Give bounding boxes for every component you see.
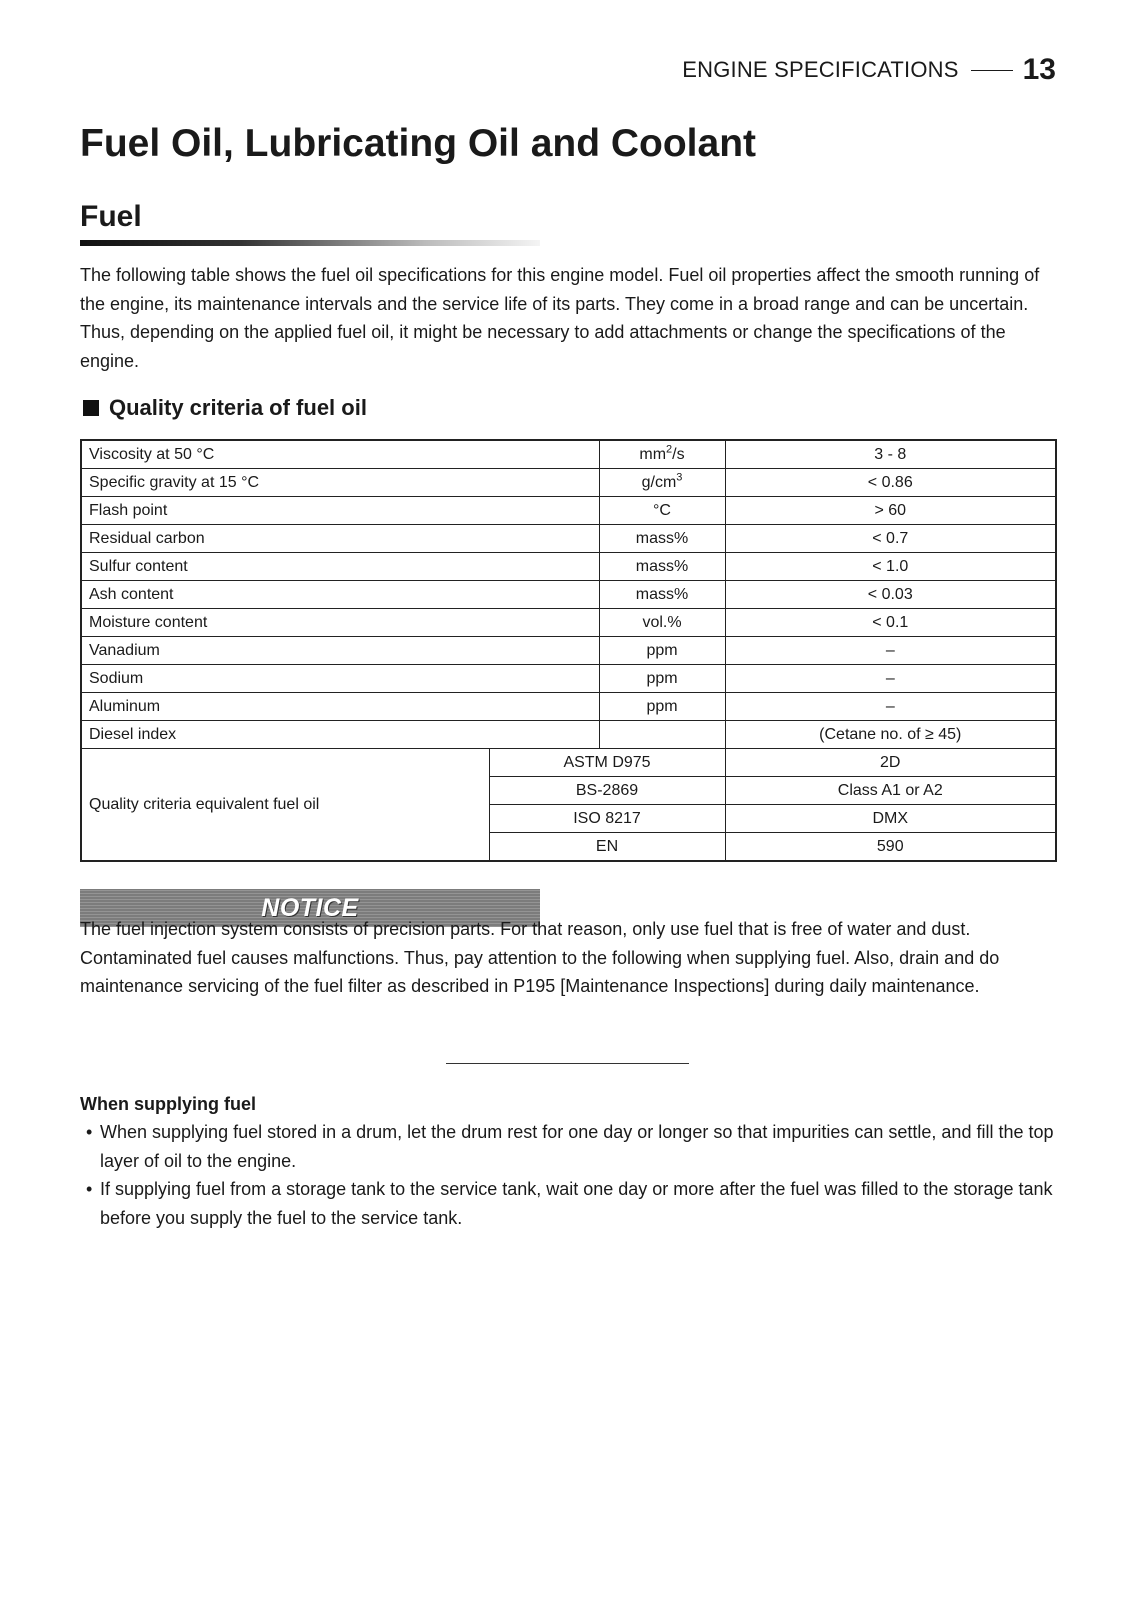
value-cell: – xyxy=(725,693,1056,721)
value-cell: 2D xyxy=(725,749,1056,777)
unit-cell: vol.% xyxy=(599,609,725,637)
notice-paragraph: The fuel injection system consists of precision parts. For that reason, only use fuel that is free of water and dust. Contaminated fuel causes malfunctions. Thus, pay attention to the following when supplying fuel. Also, drain and do maintenance servicing of the fuel filter as described in P195 [Maintenance Inspections] during daily maintenance. xyxy=(80,919,1000,996)
bullet-glyph: • xyxy=(86,1122,93,1142)
section-underline xyxy=(80,240,540,246)
property-cell: Moisture content xyxy=(81,609,599,637)
unit-cell: ppm xyxy=(599,665,725,693)
table-row xyxy=(81,665,1056,693)
list-item xyxy=(80,1118,1055,1175)
unit-cell: mass% xyxy=(599,525,725,553)
standard-cell: ISO 8217 xyxy=(489,805,725,833)
header-section-title: ENGINE SPECIFICATIONS xyxy=(682,57,959,82)
table-row xyxy=(81,525,1056,553)
unit-cell: ppm xyxy=(599,693,725,721)
page-number: 13 xyxy=(1022,53,1056,86)
unit-cell: mass% xyxy=(599,581,725,609)
property-cell: Ash content xyxy=(81,581,599,609)
equivalent-label-cell: Quality criteria equivalent fuel oil xyxy=(81,749,489,862)
list-item xyxy=(80,1175,1055,1232)
property-cell: Vanadium xyxy=(81,637,599,665)
standard-cell: ASTM D975 xyxy=(489,749,725,777)
property-cell: Sodium xyxy=(81,665,599,693)
standard-cell: BS-2869 xyxy=(489,777,725,805)
unit-cell xyxy=(599,721,725,749)
unit-cell: °C xyxy=(599,497,725,525)
subsection-title-text: Quality criteria of fuel oil xyxy=(109,395,367,420)
subsection-title-quality xyxy=(80,393,367,423)
intro-paragraph: The following table shows the fuel oil specifications for this engine model. Fuel oil properties affect the smooth running of the engine, its maintenance intervals and the service life of its parts. They come in a broad range and can be uncertain. Thus, depending on the applied fuel oil, it might be necessary to add attachments or change the specifications of the engine. xyxy=(80,265,1040,371)
unit-cell: $g/cm^3$ xyxy=(599,469,725,497)
list-item-text: When supplying fuel stored in a drum, let the drum rest for one day or longer so that impurities can settle, and fill the top layer of oil to the engine. xyxy=(100,1122,1054,1171)
supplying-heading: When supplying fuel xyxy=(80,1094,256,1114)
table-row xyxy=(81,749,1056,777)
property-cell: Sulfur content xyxy=(81,553,599,581)
value-cell: – xyxy=(725,637,1056,665)
property-cell: Viscosity at 50 °C xyxy=(81,440,599,469)
notice-label: NOTICE xyxy=(261,893,359,922)
value-cell: < 0.1 xyxy=(725,609,1056,637)
standard-cell: EN xyxy=(489,833,725,862)
property-cell: Aluminum xyxy=(81,693,599,721)
value-cell: DMX xyxy=(725,805,1056,833)
unit-cell: $mm^2/s$ xyxy=(599,440,725,469)
property-cell: Flash point xyxy=(81,497,599,525)
fuel-quality-table xyxy=(80,439,1057,862)
value-cell: (Cetane no. of ≥ 45) xyxy=(725,721,1056,749)
value-cell: > 60 xyxy=(725,497,1056,525)
table-row xyxy=(81,440,1056,469)
value-cell: Class A1 or A2 xyxy=(725,777,1056,805)
header-rule xyxy=(971,70,1013,71)
value-cell: 590 xyxy=(725,833,1056,862)
square-bullet-icon xyxy=(83,400,99,416)
value-cell: < 0.7 xyxy=(725,525,1056,553)
list-item-text: If supplying fuel from a storage tank to the service tank, wait one day or more after the fuel was filled to the storage tank before you supply the fuel to the service tank. xyxy=(100,1179,1053,1228)
running-header xyxy=(682,52,1056,88)
value-cell: – xyxy=(725,665,1056,693)
value-cell: < 0.86 xyxy=(725,469,1056,497)
supplying-list xyxy=(80,1118,1055,1232)
unit-cell: ppm xyxy=(599,637,725,665)
table-row xyxy=(81,469,1056,497)
table-row xyxy=(81,553,1056,581)
unit-cell: mass% xyxy=(599,553,725,581)
table-row xyxy=(81,693,1056,721)
table-row xyxy=(81,609,1056,637)
section-title-fuel: Fuel xyxy=(80,200,142,233)
table-row xyxy=(81,637,1056,665)
value-cell: 3 - 8 xyxy=(725,440,1056,469)
value-cell: < 0.03 xyxy=(725,581,1056,609)
table-row xyxy=(81,721,1056,749)
value-cell: < 1.0 xyxy=(725,553,1056,581)
property-cell: Diesel index xyxy=(81,721,599,749)
bullet-glyph: • xyxy=(86,1179,93,1199)
property-cell: Specific gravity at 15 °C xyxy=(81,469,599,497)
table-row xyxy=(81,497,1056,525)
property-cell: Residual carbon xyxy=(81,525,599,553)
table-row xyxy=(81,581,1056,609)
page-title: Fuel Oil, Lubricating Oil and Coolant xyxy=(80,122,757,165)
notice-end-divider xyxy=(446,1063,689,1064)
